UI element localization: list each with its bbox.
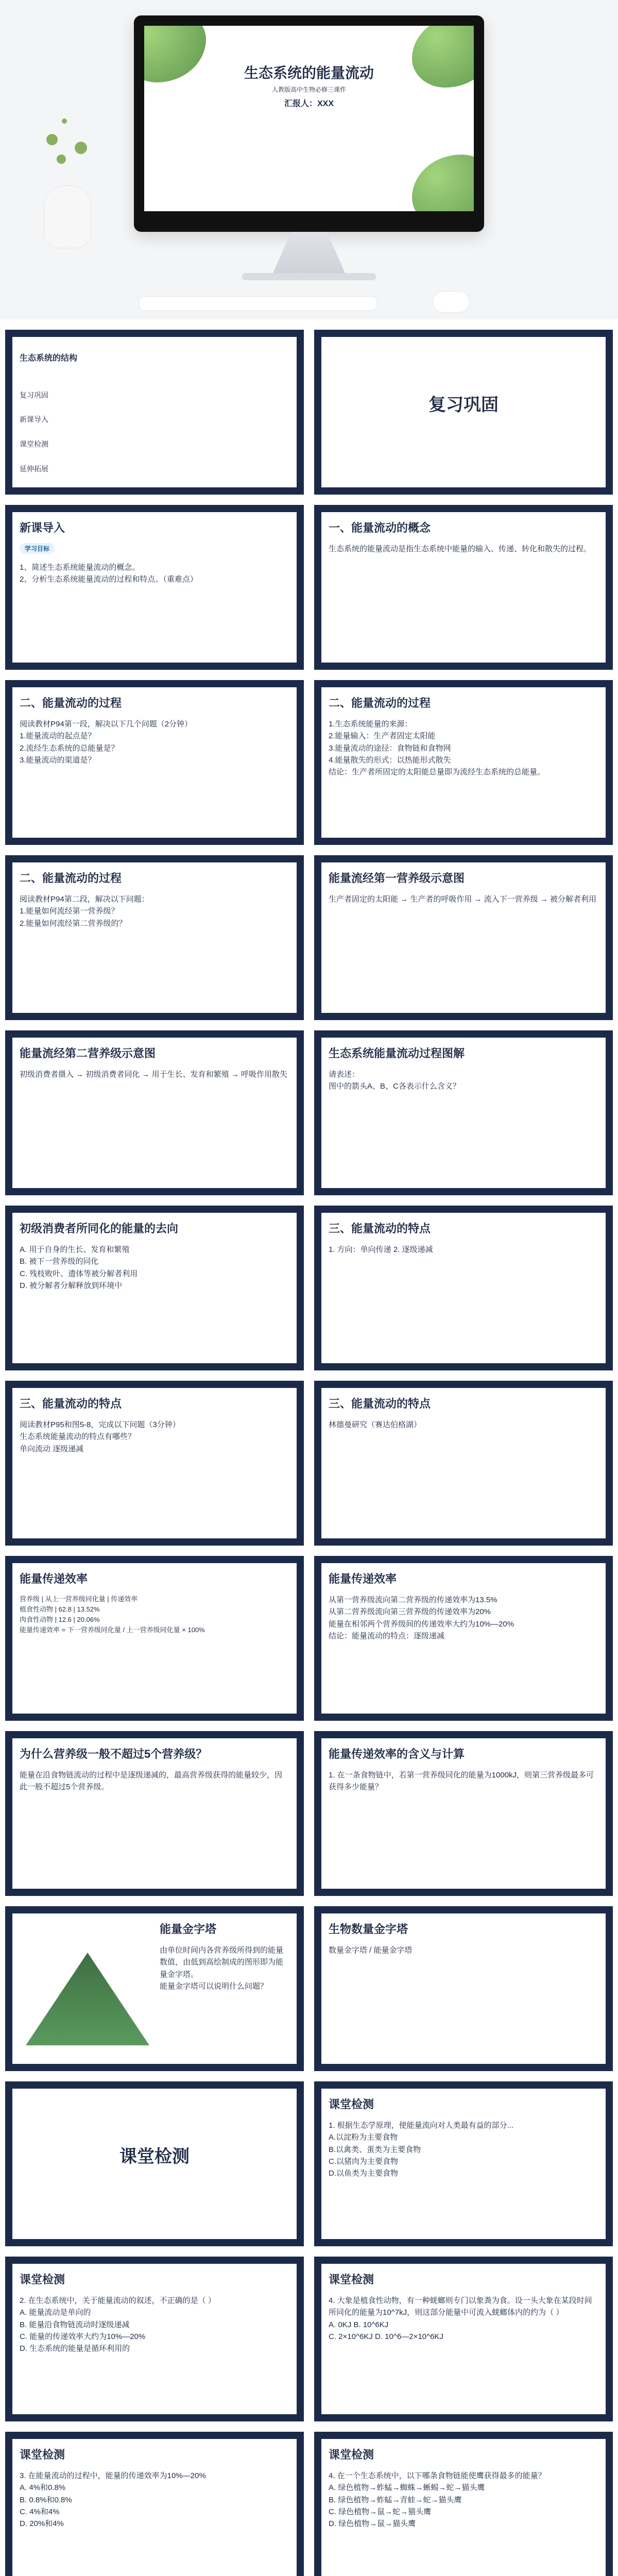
slide-title: 能量传递效率的含义与计算 [329,1748,465,1760]
slide-s19 [314,1906,613,2071]
slide-body: 数量金字塔 / 能量金字塔 [329,1946,413,1955]
slide-body: 4. 在一个生态系统中，以下哪条食物链能使鹰获得最多的能量？ A. 绿色植物→蚱蜢→蜘蛛→蜥蜴→蛇→猫头鹰 B. 绿色植物→蚱蜢→青蛙→蛇→猫头鹰 C. 绿色植物→鼠→蛇→猫头鹰 D. 绿色植物→鼠→猫头鹰 [329,2471,546,2528]
slide-title: 一、能量流动的概念 [329,521,431,534]
slide-s11 [314,1206,613,1370]
slide-s14 [5,1556,304,1721]
slide-title: 三、能量流动的特点 [329,1397,431,1410]
slide-s25 [314,2432,613,2576]
slide-body: 阅读教材P94第一段，解决以下几个问题（2分钟） 1.能量流动的起点是？ 2.流经生态系统的总能量是？ 3.能量流动的渠道是？ [20,720,193,765]
slide-s1-right [314,330,613,495]
slide-body: A. 用于自身的生长、发育和繁殖 B. 被下一营养级的同化 C. 残枝败叶、遗体等被分解者利用 D. 被分解者分解释放到环境中 [20,1245,138,1290]
slide-s4 [5,680,304,845]
slide-body: 3. 在能量流动的过程中，能量的传递效率为10%—20% A. 4%和0.8% B. 0.8%和0.8% C. 4%和4% D. 20%和4% [20,2471,206,2528]
slide-s18 [5,1906,304,2071]
slide-title: 能量传递效率 [20,1572,88,1585]
slide-left-title: 生态系统的结构 [20,354,78,363]
list-item: 课堂检测 [20,439,48,448]
slide-s1 [5,330,304,495]
slide-s24 [5,2432,304,2576]
slide-s3 [314,505,613,670]
slide-title: 生态系统能量流动过程图解 [329,1047,465,1060]
screen-subtitle: 人教版高中生物必修三课件 [271,86,346,93]
monitor-base [242,273,376,280]
slide-title: 能量流经第一营养级示意图 [329,872,465,885]
leaf-decoration [412,155,474,211]
section-title: 复习巩固 [428,395,499,415]
pill: 学习目标 [20,543,55,554]
slide-title: 为什么营养级一般不超过5个营养级？ [20,1748,208,1760]
keyboard [139,296,377,311]
slide-s6 [5,855,304,1020]
section-title: 课堂检测 [119,2147,190,2166]
slide-s5 [314,680,613,845]
monitor-stand [273,232,345,273]
screen-reporter: 汇报人：XXX [284,99,334,108]
list-item: 延伸拓展 [20,464,48,473]
slide-body: 生产者固定的太阳能 → 生产者的呼吸作用 → 流入下一营养级 → 被分解者利用 [329,895,597,904]
slide-body: 林德曼研究（赛达伯格湖） [329,1420,422,1429]
slide-s8 [5,1030,304,1195]
slide-left-list [20,377,289,487]
slide-body: 阅读教材P94第二段，解决以下问题： 1.能量如何流经第一营养级？ 2.能量如何流经第二营养级的？ [20,895,149,928]
slide-s17 [314,1731,613,1896]
tag-chip [20,543,58,554]
slide-title: 二、能量流动的过程 [20,872,122,885]
slide-s2 [5,505,304,670]
slide-title: 能量传递效率 [329,1572,397,1585]
slide-title: 课堂检测 [329,2273,374,2286]
slide-title: 能量流经第二营养级示意图 [20,1047,156,1060]
slide-body: 2. 在生态系统中，关于能量流动的叙述，不正确的是（ ） A. 能量流动是单向的 B. 能量沿食物链流动时逐级递减 C. 能量的传递效率大约为10%—20% D. 生态系统的能量是循环利用的 [20,2296,216,2353]
slide-body: 由单位时间内各营养级所得到的能量数值，由低到高绘制成的图形即为能量金字塔。 能量金字塔可以说明什么问题？ [160,1946,284,1991]
slide-s21 [314,2081,613,2246]
mouse [433,291,470,313]
vase-pot [44,185,91,248]
list-item: 复习巩固 [20,391,48,399]
slide-title: 生物数量金字塔 [329,1923,408,1936]
vase-illustration [26,113,108,247]
hero-mockup [0,0,618,319]
slide-body: 从第一营养级流向第二营养级的传递效率为13.5% 从第二营养级流向第三营养级的传递效率为20% 能量在相邻两个营养级间的传递效率大约为10%—20% 结论：能量流动的特点：逐级递减 [329,1596,514,1640]
monitor [134,15,484,232]
vase-leaf [62,118,67,124]
slide-body: 1、简述生态系统能量流动的概念。 2、分析生态系统能量流动的过程和特点。（重难点） [20,563,198,584]
vase-leaf [46,134,58,145]
slide-s9 [314,1030,613,1195]
slide-title: 课堂检测 [329,2098,374,2111]
monitor-screen [144,26,474,211]
list-item: 新课导入 [20,415,48,424]
slide-title: 课堂检测 [20,2273,65,2286]
screen-title: 生态系统的能量流动 [244,65,374,81]
slide-title: 课堂检测 [329,2448,374,2461]
slide-s23 [314,2257,613,2421]
slide-body: 1. 方向：单向传递 2. 逐级递减 [329,1245,433,1254]
slide-s10 [5,1206,304,1370]
slide-body: 生态系统的能量流动是指生态系统中能量的输入、传递、转化和散失的过程。 [329,545,592,553]
slide-body: 请表述： 图中的箭头A、B、C各表示什么含义？ [329,1070,460,1091]
slide-title: 初级消费者所同化的能量的去向 [20,1222,179,1235]
slide-title: 二、能量流动的过程 [329,697,431,709]
slide-body: 4. 大象是植食性动物，有一种蜣螂则专门以象粪为食。设一头大象在某段时间所同化的能量为10^7kJ，则这部分能量中可流入蜣螂体内的约为（ ） A. 0KJ B. 10^6KJ C. 2×10^6KJ D. 10^6—2×10^6KJ [329,2296,592,2341]
slide-body: 能量在沿食物链流动的过程中是逐级递减的，最高营养级获得的能量较少，因此一般不超过5个营养级。 [20,1771,283,1792]
slide-title: 课堂检测 [20,2448,65,2461]
slide-s15 [314,1556,613,1721]
slide-s22 [5,2257,304,2421]
slide-title: 能量金字塔 [160,1923,217,1936]
slide-s20 [5,2081,304,2246]
vase-leaf [75,142,87,154]
slide-s12 [5,1381,304,1546]
slide-title: 三、能量流动的特点 [20,1397,122,1410]
slide-body: 1.生态系统能量的来源： 2.能量输入：生产者固定太阳能 3.能量流动的途径：食物链和食物网 4.能量散失的形式：以热能形式散失 结论：生产者所固定的太阳能总量即为流经生态系统的总能量。 [329,720,545,776]
slide-body: 初级消费者摄入 → 初级消费者同化 → 用于生长、发育和繁殖 → 呼吸作用散失 [20,1070,288,1079]
slide-title: 新课导入 [20,521,65,534]
slide-s13 [314,1381,613,1546]
slide-body: 阅读教材P95和图5-8，完成以下问题（3分钟） 生态系统能量流动的特点有哪些？ 单向流动 逐级递减 [20,1420,180,1453]
vase-leaf [57,155,66,164]
slide-body: 营养级 | 从上一营养级同化量 | 传递效率 植食性动物 | 62.8 | 13.52% 肉食性动物 | 12.6 | 20.06% 能量传递效率 = 下一营养级同化量 / 上一营养级同化量 × 100% [20,1595,205,1634]
slide-s16 [5,1731,304,1896]
slide-body: 1. 在一条食物链中，若第一营养级同化的能量为1000kJ，则第三营养级最多可获得多少能量？ [329,1771,594,1792]
slide-body: 1. 根据生态学原理，使能量流向对人类最有益的部分... A.以淀粉为主要食物 B.以禽类、蛋类为主要食物 C.以猪肉为主要食物 D.以鱼类为主要食物 [329,2121,514,2178]
slide-title: 二、能量流动的过程 [20,697,122,709]
slide-s7 [314,855,613,1020]
slide-title: 三、能量流动的特点 [329,1222,431,1235]
